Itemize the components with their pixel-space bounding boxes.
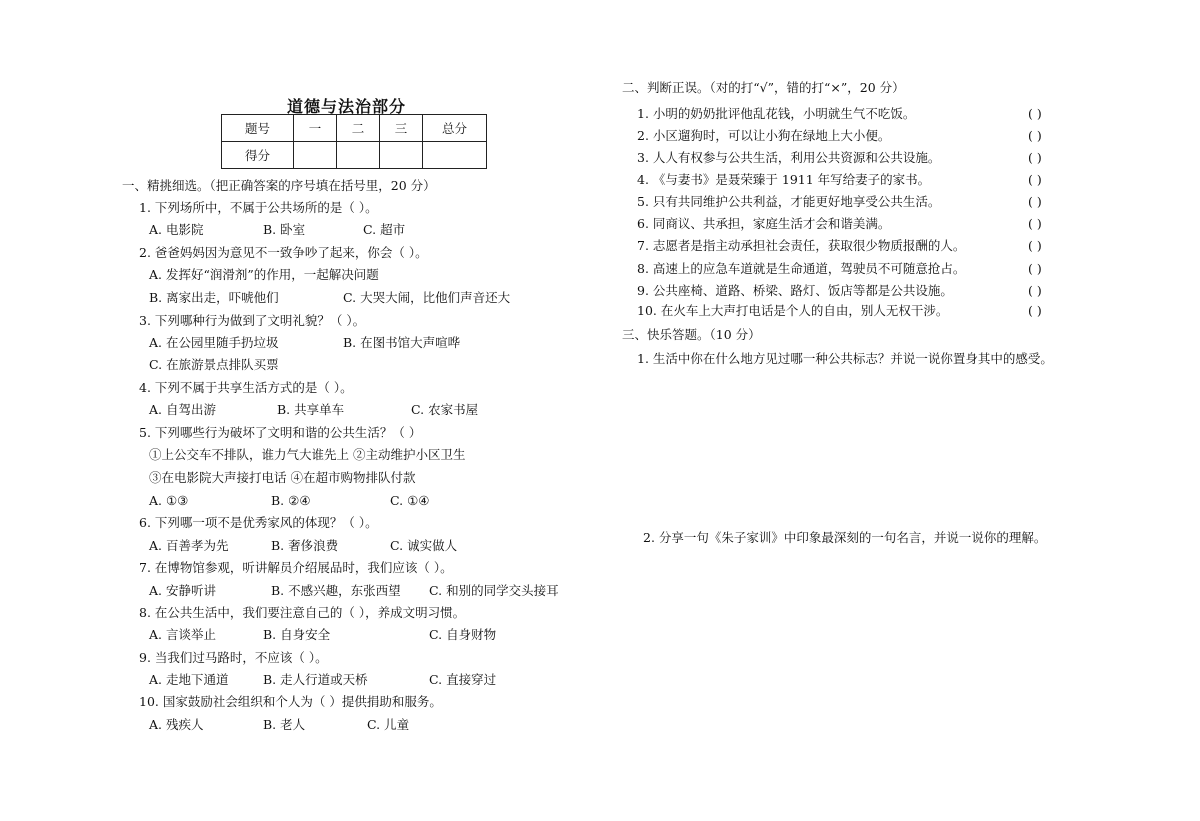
q10-option-a: A. 残疾人 — [149, 717, 204, 732]
q3-option-a: A. 在公园里随手扔垃圾 — [149, 335, 279, 350]
answer-parentheses[interactable]: ( ) — [1028, 303, 1042, 318]
question-9: 9. 当我们过马路时，不应该（ ）。 — [139, 650, 328, 665]
answer-parentheses[interactable]: ( ) — [1028, 216, 1042, 231]
section3-heading: 三、快乐答题。（10 分） — [622, 327, 761, 342]
q9-option-a: A. 走地下通道 — [149, 672, 229, 687]
short-answer-question-2: 2. 分享一句《朱子家训》中印象最深刻的一句名言，并说一说你的理解。 — [643, 530, 1047, 545]
section1-heading: 一、精挑细选。（把正确答案的序号填在括号里，20 分） — [122, 178, 436, 193]
score-cell[interactable] — [337, 142, 380, 169]
answer-parentheses[interactable]: ( ) — [1028, 128, 1042, 143]
score-cell[interactable] — [380, 142, 423, 169]
answer-parentheses[interactable]: ( ) — [1028, 194, 1042, 209]
q3-option-b: B. 在图书馆大声喧哗 — [343, 335, 461, 350]
judgment-item-10: 10. 在火车上大声打电话是个人的自由，别人无权干涉。 — [637, 303, 949, 318]
score-table-score-row — [222, 142, 487, 169]
score-cell[interactable] — [423, 142, 487, 169]
question-8: 8. 在公共生活中，我们要注意自己的（ ），养成文明习惯。 — [139, 605, 466, 620]
q6-option-b: B. 奢侈浪费 — [271, 538, 339, 553]
judgment-item-4: 4. 《与妻书》是聂荣臻于 1911 年写给妻子的家书。 — [637, 172, 931, 187]
judgment-item-8: 8. 高速上的应急车道就是生命通道，驾驶员不可随意抢占。 — [637, 261, 966, 276]
section2-heading: 二、判断正误。（对的打“√”，错的打“×”，20 分） — [622, 80, 905, 95]
answer-parentheses[interactable]: ( ) — [1028, 238, 1042, 253]
q5-option-a: A. ①③ — [149, 493, 189, 508]
q1-option-b: B. 卧室 — [263, 222, 306, 237]
q2-option-b: B. 离家出走，吓唬他们 — [149, 290, 279, 305]
q5-statement-line-1: ①上公交车不排队，谁力气大谁先上 ②主动维护小区卫生 — [149, 447, 466, 462]
judgment-item-1: 1. 小明的奶奶批评他乱花钱，小明就生气不吃饭。 — [637, 106, 916, 121]
q8-option-b: B. 自身安全 — [263, 627, 331, 642]
q7-option-b: B. 不感兴趣，东张西望 — [271, 583, 401, 598]
score-header-cell: 二 — [337, 115, 380, 142]
q1-option-a: A. 电影院 — [149, 222, 204, 237]
score-cell[interactable] — [294, 142, 337, 169]
q2-option-a: A. 发挥好“润滑剂”的作用，一起解决问题 — [149, 267, 379, 282]
q5-statement-line-2: ③在电影院大声接打电话 ④在超市购物排队付款 — [149, 470, 416, 485]
question-5: 5. 下列哪些行为破坏了文明和谐的公共生活？（ ） — [139, 425, 422, 440]
q8-option-c: C. 自身财物 — [429, 627, 497, 642]
judgment-item-5: 5. 只有共同维护公共利益，才能更好地享受公共生活。 — [637, 194, 941, 209]
score-row-label: 得分 — [222, 142, 294, 169]
q5-option-b: B. ②④ — [271, 493, 311, 508]
question-1: 1. 下列场所中，不属于公共场所的是（ ）。 — [139, 200, 378, 215]
judgment-item-2: 2. 小区遛狗时，可以让小狗在绿地上大小便。 — [637, 128, 891, 143]
page-title: 道德与法治部分 — [287, 97, 407, 116]
q8-option-a: A. 言谈举止 — [149, 627, 216, 642]
judgment-item-7: 7. 志愿者是指主动承担社会责任，获取很少物质报酬的人。 — [637, 238, 966, 253]
answer-parentheses[interactable]: ( ) — [1028, 106, 1042, 121]
q7-option-a: A. 安静听讲 — [149, 583, 216, 598]
question-4: 4. 下列不属于共享生活方式的是（ ）。 — [139, 380, 353, 395]
q4-option-b: B. 共享单车 — [277, 402, 345, 417]
question-2: 2. 爸爸妈妈因为意见不一致争吵了起来，你会（ ）。 — [139, 245, 428, 260]
score-table-header-row — [222, 115, 487, 142]
q6-option-a: A. 百善孝为先 — [149, 538, 229, 553]
q9-option-b: B. 走人行道或天桥 — [263, 672, 368, 687]
score-header-cell: 题号 — [222, 115, 294, 142]
question-6: 6. 下列哪一项不是优秀家风的体现？（ ）。 — [139, 515, 378, 530]
score-header-cell: 三 — [380, 115, 423, 142]
question-3: 3. 下列哪种行为做到了文明礼貌？（ ）。 — [139, 313, 366, 328]
q6-option-c: C. 诚实做人 — [390, 538, 458, 553]
answer-area-2[interactable] — [643, 552, 1163, 752]
judgment-item-3: 3. 人人有权参与公共生活，利用公共资源和公共设施。 — [637, 150, 941, 165]
q9-option-c: C. 直接穿过 — [429, 672, 497, 687]
judgment-item-6: 6. 同商议、共承担，家庭生活才会和谐美满。 — [637, 216, 891, 231]
score-header-cell: 一 — [294, 115, 337, 142]
score-header-cell: 总分 — [423, 115, 487, 142]
answer-parentheses[interactable]: ( ) — [1028, 283, 1042, 298]
q2-option-c: C. 大哭大闹，比他们声音还大 — [343, 290, 511, 305]
q4-option-c: C. 农家书屋 — [411, 402, 479, 417]
q1-option-c: C. 超市 — [363, 222, 406, 237]
q10-option-c: C. 儿童 — [367, 717, 410, 732]
q3-option-c: C. 在旅游景点排队买票 — [149, 357, 279, 372]
right-column — [600, 0, 1200, 821]
answer-parentheses[interactable]: ( ) — [1028, 150, 1042, 165]
question-10: 10. 国家鼓励社会组织和个人为（ ）提供捐助和服务。 — [139, 694, 442, 709]
question-7: 7. 在博物馆参观，听讲解员介绍展品时，我们应该（ ）。 — [139, 560, 453, 575]
q4-option-a: A. 自驾出游 — [149, 402, 216, 417]
q5-option-c: C. ①④ — [390, 493, 430, 508]
judgment-item-9: 9. 公共座椅、道路、桥梁、路灯、饭店等都是公共设施。 — [637, 283, 953, 298]
score-table — [221, 114, 487, 169]
q10-option-b: B. 老人 — [263, 717, 306, 732]
answer-area-1[interactable] — [637, 372, 1157, 522]
q7-option-c: C. 和别的同学交头接耳 — [429, 583, 559, 598]
answer-parentheses[interactable]: ( ) — [1028, 172, 1042, 187]
answer-parentheses[interactable]: ( ) — [1028, 261, 1042, 276]
short-answer-question-1: 1. 生活中你在什么地方见过哪一种公共标志？并说一说你置身其中的感受。 — [637, 351, 1053, 366]
